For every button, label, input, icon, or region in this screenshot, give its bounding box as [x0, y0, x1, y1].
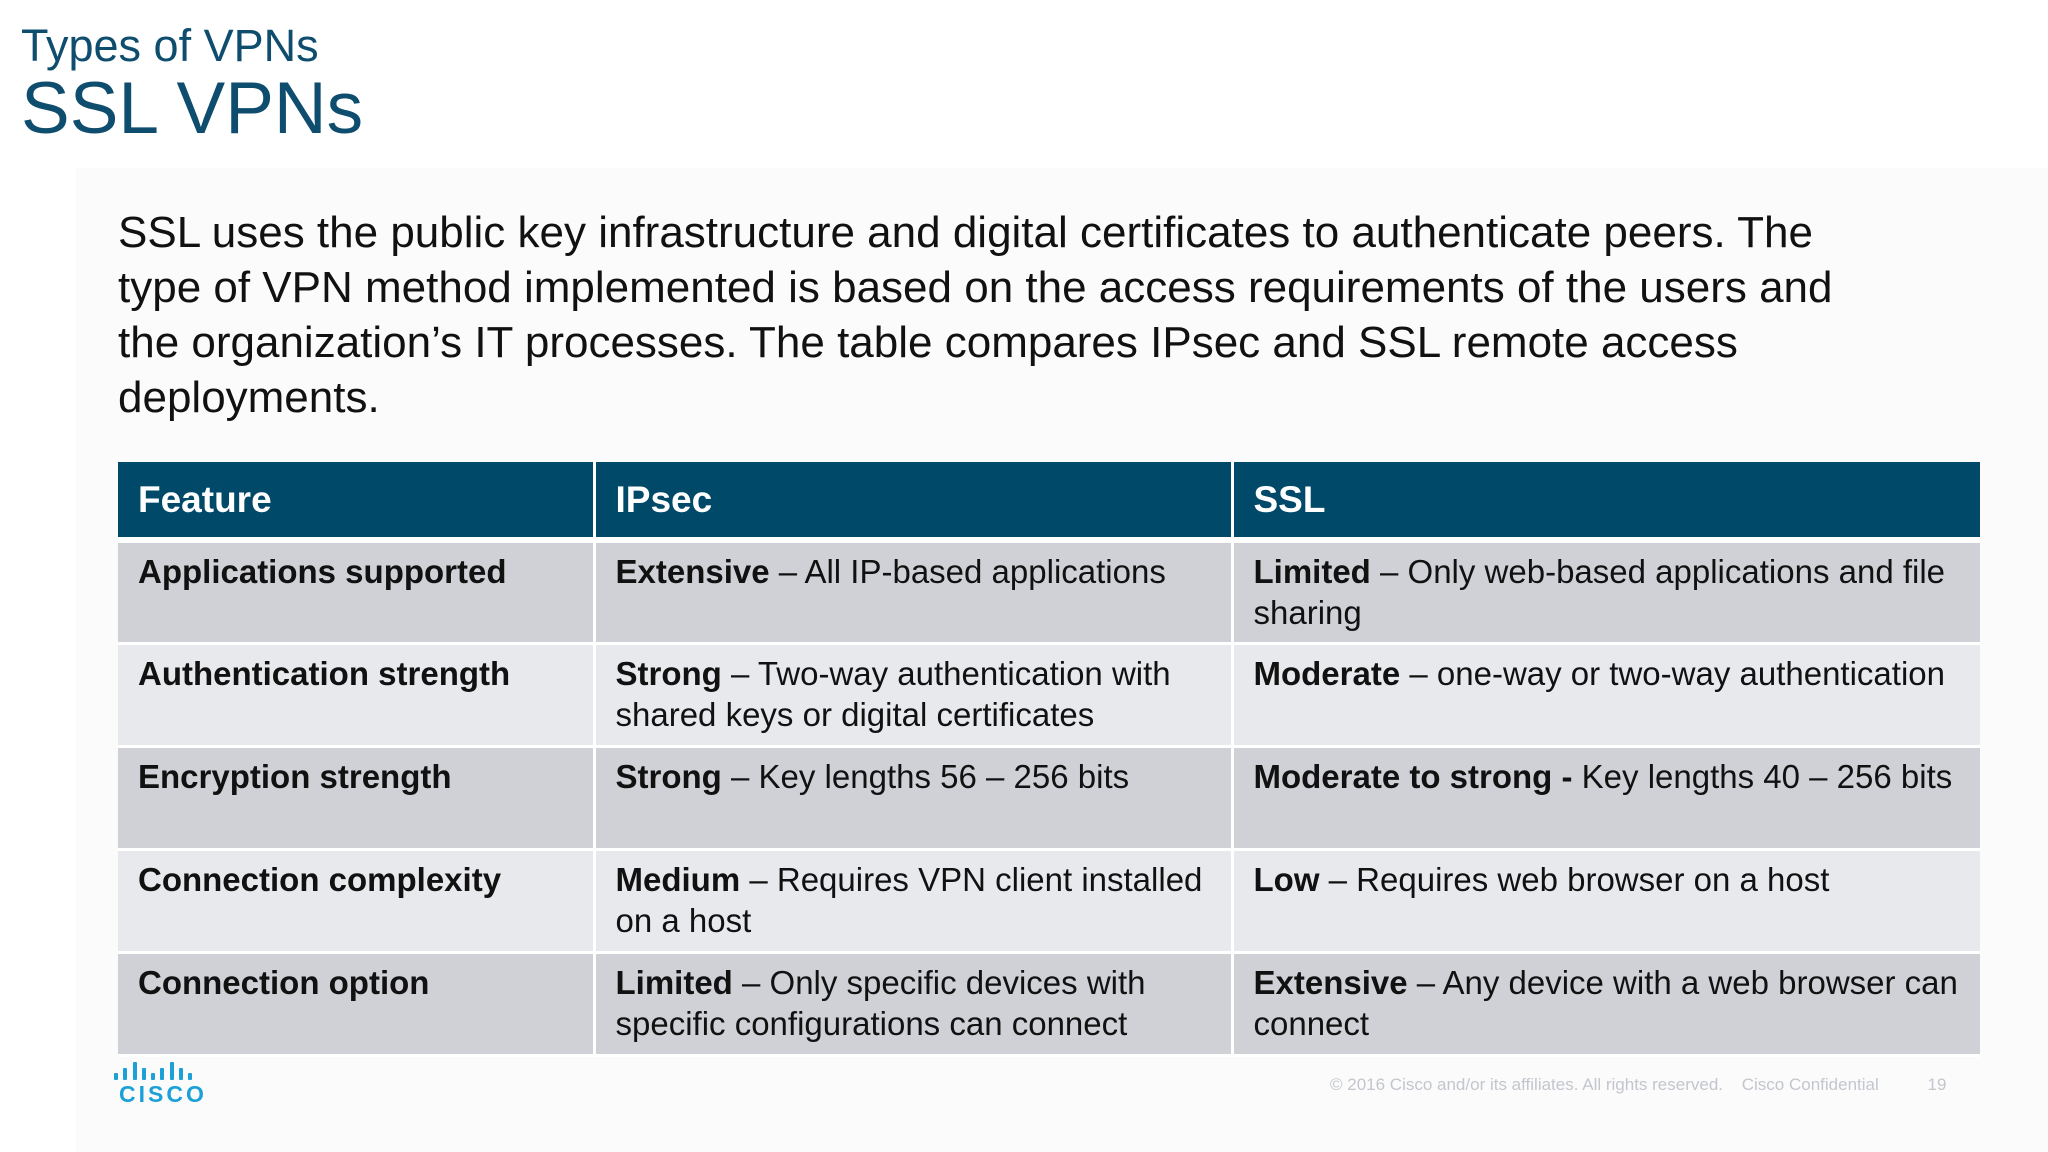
slide-title: SSL VPNs: [21, 68, 364, 149]
ipsec-rating: Medium: [615, 860, 741, 898]
ipsec-cell: [594, 746, 1232, 849]
ssl-cell: [1232, 746, 1980, 849]
ssl-rating: Extensive: [1253, 963, 1408, 1001]
intro-paragraph: SSL uses the public key infrastructure and digital certificates to authenticate peers. The type of VPN method implemented is based on the access requirements of the users and the organization’s IT processes. The table compares IPsec and SSL remote access deployments.: [118, 208, 1833, 422]
feature-cell: Connection option: [118, 952, 594, 1055]
ssl-detail: – Requires web browser on a host: [1319, 860, 1830, 898]
ipsec-cell: [594, 952, 1232, 1055]
ipsec-rating: Limited: [615, 963, 733, 1001]
ssl-cell: [1232, 643, 1980, 746]
ssl-detail: – Any device with a web browser can connect: [1253, 963, 1958, 1042]
header-ssl: SSL: [1232, 462, 1980, 540]
cisco-logo-icon: [114, 1062, 192, 1080]
ipsec-detail: – Only specific devices with specific configurations can connect: [615, 963, 1146, 1042]
cisco-wordmark: CISCO: [119, 1081, 207, 1107]
footer-copyright: © 2016 Cisco and/or its affiliates. All rights reserved.: [1330, 1075, 1724, 1094]
ipsec-detail: – Two-way authentication with shared keys or digital certificates: [615, 654, 1171, 733]
feature-cell: Encryption strength: [118, 746, 594, 849]
ssl-detail: – one-way or two-way authentication: [1400, 654, 1945, 692]
ssl-cell: [1232, 849, 1980, 952]
ipsec-cell: [594, 643, 1232, 746]
intro-text: [118, 205, 1858, 425]
ssl-rating: Moderate to strong -: [1253, 757, 1573, 795]
ipsec-rating: Extensive: [615, 553, 770, 590]
ssl-cell: [1232, 540, 1980, 643]
ipsec-detail: – Requires VPN client installed on a host: [615, 860, 1203, 939]
header-ipsec: IPsec: [594, 462, 1232, 540]
ipsec-detail: – All IP-based applications: [769, 553, 1166, 590]
title-block: [21, 22, 363, 148]
feature-cell: Connection complexity: [118, 849, 594, 952]
footer-confidential: Cisco Confidential: [1741, 1075, 1879, 1094]
ssl-rating: Low: [1253, 860, 1320, 898]
ssl-cell: [1232, 952, 1980, 1055]
ipsec-rating: Strong: [615, 757, 722, 795]
header-feature: Feature: [118, 462, 594, 540]
table-row: [118, 849, 1980, 952]
comparison-table: [118, 462, 1980, 1057]
table-row: [118, 952, 1980, 1055]
feature-cell: Applications supported: [118, 540, 594, 643]
ipsec-cell: [594, 849, 1232, 952]
table-row: [118, 540, 1980, 643]
page-number: 19: [1927, 1075, 1947, 1094]
feature-cell: Authentication strength: [118, 643, 594, 746]
table-row: [118, 643, 1980, 746]
table-header-row: [118, 462, 1980, 540]
slide-subtitle: Types of VPNs: [21, 20, 319, 71]
ipsec-cell: [594, 540, 1232, 643]
ssl-rating: Limited: [1253, 553, 1371, 590]
ssl-detail: Key lengths 40 – 256 bits: [1572, 757, 1953, 795]
ssl-detail: – Only web-based applications and file sharing: [1253, 553, 1946, 631]
ipsec-rating: Strong: [615, 654, 722, 692]
ipsec-detail: – Key lengths 56 – 256 bits: [721, 757, 1130, 795]
table-row: [118, 746, 1980, 849]
ssl-rating: Moderate: [1253, 654, 1401, 692]
slide-footer: [1330, 1075, 1980, 1095]
cisco-logo: [112, 1062, 207, 1107]
